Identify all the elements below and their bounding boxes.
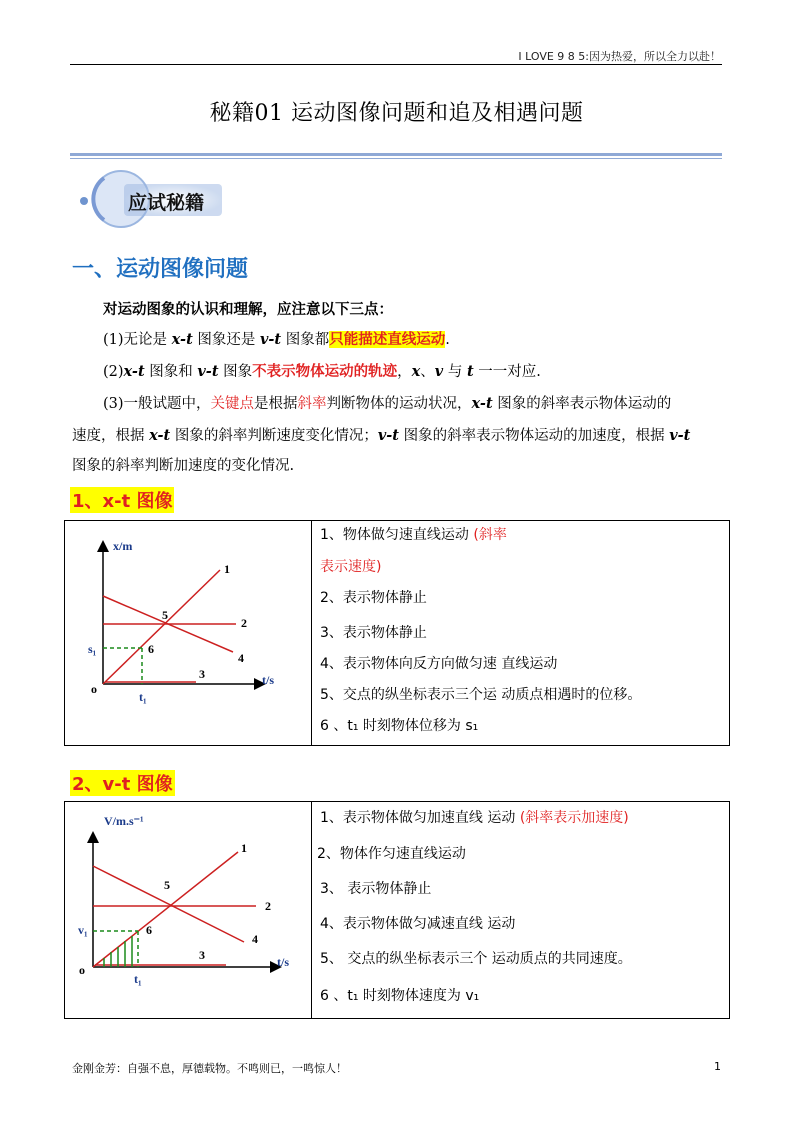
xt-item-1b: 表示速度) xyxy=(320,559,382,575)
xt-num-4: 4 xyxy=(238,651,244,665)
header-rule xyxy=(70,64,722,65)
page-title: 秘籍01 运动图像问题和追及相遇问题 xyxy=(209,101,584,126)
red-slope: 斜率 xyxy=(297,396,327,412)
xt-table-divider xyxy=(311,520,312,745)
intro-point-3: (3)一般试题中，关键点是根据斜率判断物体的运动状况，x-t 图象的斜率表示物体运动的 xyxy=(103,395,672,412)
vt-v1-label: v₁ xyxy=(78,923,88,937)
intro-point-2: (2)x-t 图象和 v-t 图象不表示物体运动的轨迹，x、v 与 t 一一对应. xyxy=(103,363,541,380)
xt-t1-label: t₁ xyxy=(139,690,147,704)
vt-num-2: 2 xyxy=(265,899,271,913)
title-rule-thick xyxy=(70,153,722,156)
banner-label: 应试秘籍 xyxy=(128,192,205,214)
xt-num-2: 2 xyxy=(241,616,247,630)
xt-item-5: 5、交点的纵坐标表示三个运 动质点相遇时的位移。 xyxy=(320,687,642,703)
red-not-trajectory: 不表示物体运动的轨迹 xyxy=(252,363,398,380)
xt-num-6: 6 xyxy=(148,642,154,656)
vt-item-3: 3、 表示物体静止 xyxy=(320,881,432,897)
title-rule-thin xyxy=(70,158,722,159)
xt-item-2: 2、表示物体静止 xyxy=(320,590,427,606)
intro-lead-text: 对运动图象的认识和理解，应注意以下三点： xyxy=(103,301,393,318)
vt-origin: o xyxy=(79,963,85,977)
vt-heading: 2、v-t 图像 xyxy=(70,770,175,796)
vt-t1-label: t₁ xyxy=(134,972,142,986)
vt-line-1 xyxy=(93,852,238,967)
vt-item-5: 5、 交点的纵坐标表示三个 运动质点的共同速度。 xyxy=(320,951,632,967)
xt-num-1: 1 xyxy=(224,562,230,576)
xt-origin: o xyxy=(91,682,97,696)
header-slogan: I LOVE 9 8 5:因为热爱，所以全力以赴！ xyxy=(518,50,721,63)
xt-s1-label: s₁ xyxy=(88,642,97,656)
xt-num-3: 3 xyxy=(199,667,205,681)
vt-xlabel: t/s xyxy=(277,955,289,969)
footer-motto: 金刚金芳：自强不息，厚德载物。不鸣则已，一鸣惊人！ xyxy=(72,1062,347,1075)
red-key-point: 关键点 xyxy=(210,396,255,412)
xt-item-6: 6 、t₁ 时刻物体位移为 s₁ xyxy=(320,718,479,734)
xt-heading: 1、x-t 图像 xyxy=(70,487,174,513)
xt-item-1: 1、物体做匀速直线运动 (斜率 xyxy=(320,527,507,543)
intro-point-1: (1)无论是 x-t 图象还是 v-t 图象都只能描述直线运动. xyxy=(103,331,450,348)
xt-num-5: 5 xyxy=(162,608,168,622)
banner-dot xyxy=(80,197,88,205)
xt-xlabel: t/s xyxy=(262,673,274,687)
intro-lead xyxy=(103,300,393,320)
vt-table-divider xyxy=(311,801,312,1018)
vt-item-2: 2、物体作匀速直线运动 xyxy=(317,846,466,862)
vt-item-6: 6 、t₁ 时刻物体速度为 v₁ xyxy=(320,988,480,1004)
xt-ylabel: x/m xyxy=(113,539,133,553)
vt-num-3: 3 xyxy=(199,948,205,962)
xt-graph xyxy=(66,522,310,742)
vt-num-4: 4 xyxy=(252,932,258,946)
vt-item-1: 1、表示物体做匀加速直线 运动 (斜率表示加速度) xyxy=(320,810,629,826)
vt-num-1: 1 xyxy=(241,841,247,855)
page-number: 1 xyxy=(714,1060,721,1073)
vt-num-5: 5 xyxy=(164,878,170,892)
highlight-straight-line: 只能描述直线运动 xyxy=(329,331,446,348)
vt-graph xyxy=(66,803,310,1015)
intro-point-3-end: 图象的斜率判断加速度的变化情况. xyxy=(72,458,295,474)
intro-point-3-cont: 速度，根据 x-t 图象的斜率判断速度变化情况；v-t 图象的斜率表示物体运动的加速度，根据 v-t xyxy=(72,427,691,444)
vt-item-4: 4、表示物体做匀减速直线 运动 xyxy=(320,916,516,932)
xt-item-4: 4、表示物体向反方向做匀速 直线运动 xyxy=(320,656,558,672)
vt-area-hatch xyxy=(104,936,132,967)
vt-ylabel: V/m.s⁻¹ xyxy=(104,814,144,828)
section-heading: 一、运动图像问题 xyxy=(72,257,249,282)
vt-num-6: 6 xyxy=(146,923,152,937)
xt-item-3: 3、表示物体静止 xyxy=(320,625,427,641)
